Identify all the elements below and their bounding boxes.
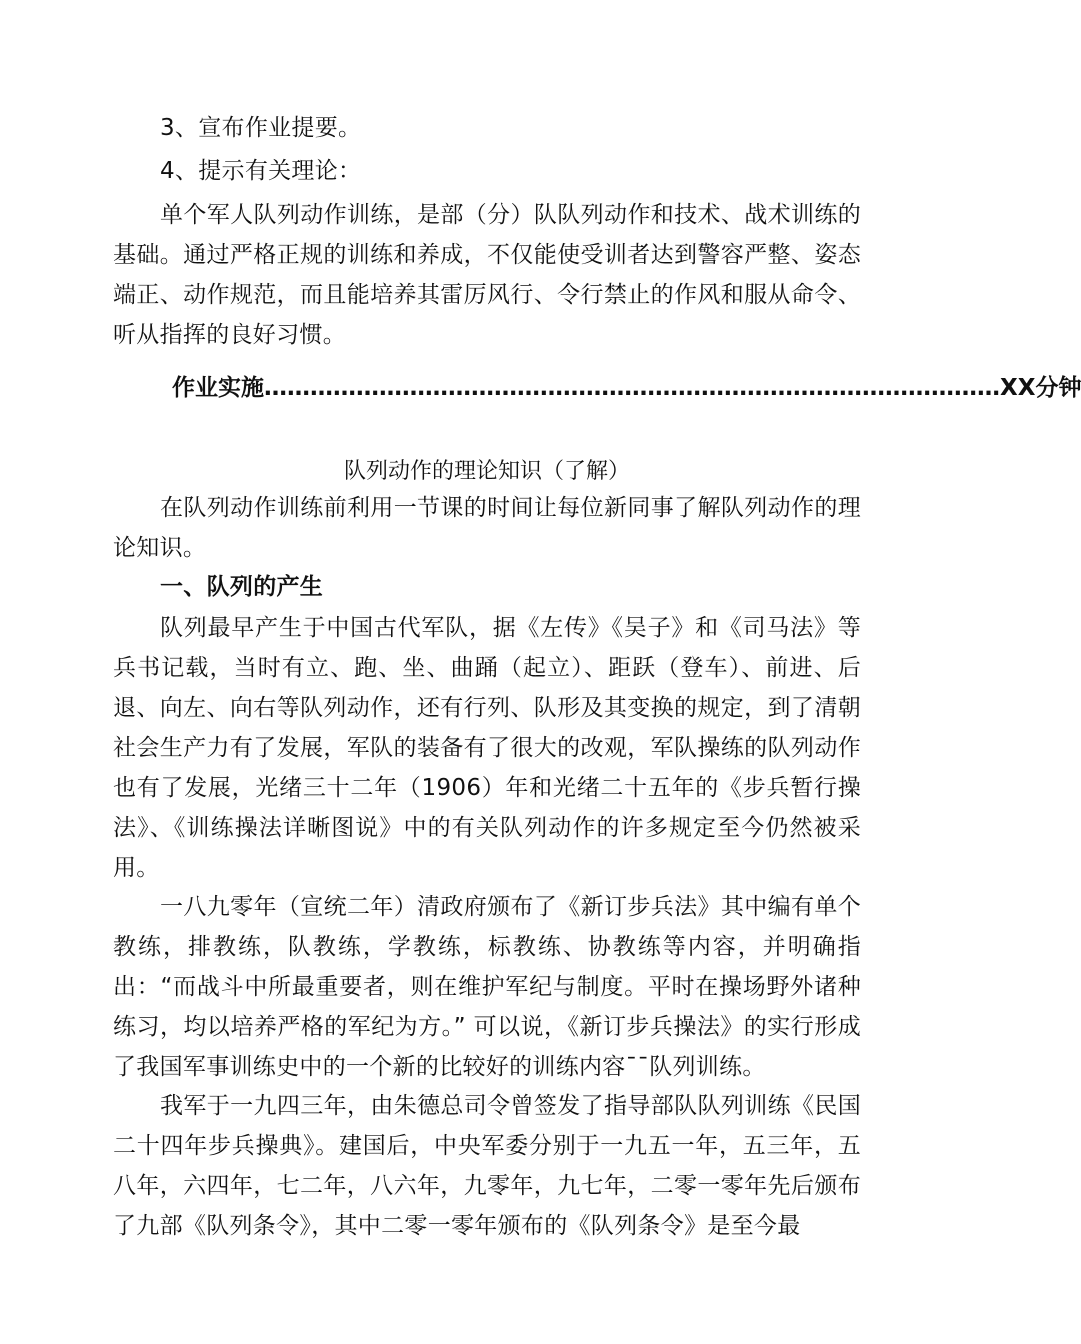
list-item-4: 4、提示有关理论：: [160, 158, 362, 184]
implementation-leader: ……………………………………………………………………………………: [264, 375, 1000, 401]
intro-paragraph: 单个军人队列动作训练，是部（分）队队列动作和技术、战术训练的基础。通过严格正规的训练和养成，不仅能使受训者达到警容严整、姿态端正、动作规范，而且能培养其雷厉风行、令行禁止的作风和服从命令、听从指挥的良好习惯。: [113, 202, 861, 348]
paragraph-origin-history: 队列最早产生于中国古代军队，据《左传》《吴子》和《司马法》等兵书记载，当时有立、跑、坐、曲踊（起立）、距跃（登车）、前进、后退、向左、向右等队列动作，还有行列、队形及其变换的规定，到了清朝社会生产力有了发展，军队的装备有了很大的改观，军队操练的队列动作也有了发展，光绪三十二年（1906）年和光绪二十五年的《步兵暂行操法》、《训练操法详晰图说》中的有关队列动作的许多规定至今仍然被采用。: [113, 615, 861, 881]
paragraph-pla-regulation: 我军于一九四三年，由朱德总司令曾签发了指导部队队列训练《民国二十四年步兵操典》。建国后，中央军委分别于一九五一年，五三年，五八年，六四年，七二年，八六年，九零年，九七年，二零一零年先后颁布了九部《队列条令》，其中二零一零年颁布的《队列条令》是至今最: [113, 1093, 861, 1239]
section-title: 队列动作的理论知识（了解）: [343, 459, 630, 484]
section-intro: 在队列动作训练前利用一节课的时间让每位新同事了解队列动作的理论知识。: [113, 495, 861, 561]
implementation-line: [172, 368, 1081, 408]
implementation-label: 作业实施: [172, 375, 264, 401]
implementation-duration: XX分钟: [1000, 375, 1081, 401]
paragraph-qing-regulation: 一八九零年（宣统二年）清政府颁布了《新订步兵法》其中编有单个教练，排教练，队教练，学教练，标教练、协教练等内容，并明确指出：“而战斗中所最重要者，则在维护军纪与制度。平时在操场野外诸种练习，均以培养严格的军纪为方。” 可以说，《新订步兵操法》的实行形成了我国军事训练史中的一个新的比较好的训练内容¯¯队列训练。: [113, 894, 861, 1080]
list-item-3: 3、宣布作业提要。: [160, 115, 362, 141]
heading-origin: 一、队列的产生: [160, 574, 324, 600]
